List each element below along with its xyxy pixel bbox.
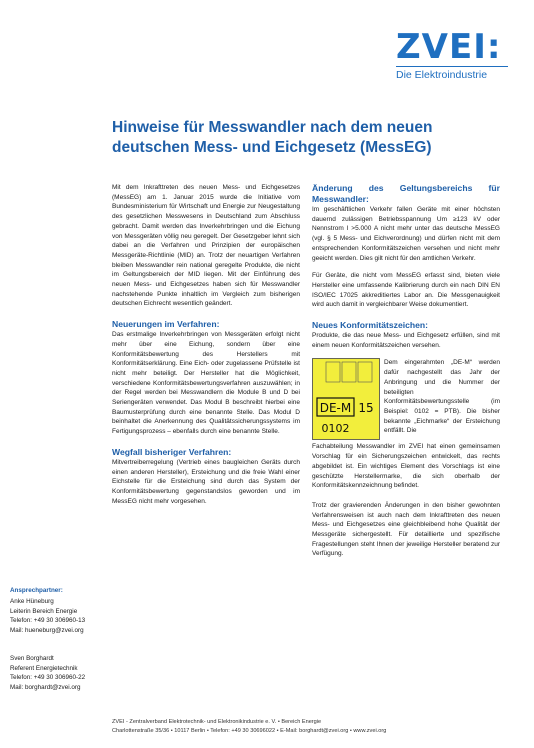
paragraph-neuerungen: Das erstmalige Inverkehrbringen von Messgeräten erfolgt nicht mehr über eine Eichung, sondern über eine Konformitätsbewertung des Herstellers mit Konformitätserklärung. Eine Eich- oder zugelassene Prüfstelle ist nicht mehr beteiligt. Der Hersteller hat die Möglichkeit, verschiedene Konformitätsbewertungsverfahren auszuwählen; in der Regel werden bei Messwandlern die Module B und D bei Seriengeräten verwendet. Das Modul B beschreibt hierbei eine Baumusterprüfung durch eine benannte Stelle. Das Modul D beinhaltet die Anerkennung des Qualitätssicherungssystems im Fertigungsprozess – ebenfalls durch eine benannte Stelle. xyxy=(112,331,300,436)
heading-wegfall: Wegfall bisheriger Verfahren: xyxy=(112,446,232,457)
contact-1-role: Leiterin Bereich Energie xyxy=(10,607,78,615)
conformity-mark-slot xyxy=(312,358,384,442)
paragraph-kalibrierung: Für Geräte, die nicht vom MessEG erfasst sind, bieten viele Hersteller eine umfassende Kalibrierung durch ein nach DIN EN ISO/IEC 17025 akkreditiertes Labor an. Die Messgenauigkeit wird auch damit in vergleichbarer Weise dokumentiert. xyxy=(312,272,500,309)
page-footer xyxy=(112,718,512,735)
contact-1-phone: Telefon: +49 30 306960-13 xyxy=(10,617,86,625)
zvei-logo xyxy=(396,27,508,81)
contact-2-name: Sven Borghardt xyxy=(10,655,54,662)
paragraph-mark-description: Dem eingerahmten „DE-M“ werden dafür nachgestellt das Jahr der Anbringung und die Nummer der beteiligten Konformitätsbewertungsstelle (im Beispiel: 0102 = PTB). Die bisher bekannte „Eichmarke“ der Ersteichung entfällt. Die xyxy=(384,359,500,435)
paragraph-mark-proposal: Fachabteilung Messwandler im ZVEI hat einen gemeinsamen Vorschlag für ein Sicherungszeichen entwickelt, das rechts abgebildet ist. Ein wichtiges Element des Vorschlags ist eine geschützte Herstellermarke, die sich oberhalb der Konformitätskennzeichnung befindet. xyxy=(312,443,500,490)
paragraph-conclusion: Trotz der gravierenden Änderungen in den bisher gewohnten Verfahrensweisen ist auch nach dem Inkrafttreten des neuen Mess- und Eichgesetzes eine gleichbleibend hohe Qualität der Messgeräte sichergestellt. Für detaillierte und spezifische Fragestellungen steht Ihnen der jeweilige Hersteller beratend zur Verfügung. xyxy=(312,501,500,558)
heading-konformitaetszeichen: Neues Konformitätszeichen: xyxy=(312,320,429,331)
contact-2-phone: Telefon: +49 30 306960-22 xyxy=(10,674,86,682)
contact-1-name: Anke Hüneburg xyxy=(10,598,54,605)
contact-person-1 xyxy=(10,597,85,636)
heading-neuerungen: Neuerungen im Verfahren: xyxy=(112,319,220,330)
mark-code-label: DE-M xyxy=(319,401,352,416)
left-column xyxy=(112,183,300,506)
contact-2-email-link[interactable]: Mail: borghardt@zvei.org xyxy=(10,684,81,692)
paragraph-konformitaet-intro: Produkte, die das neue Mess- und Eichgesetz erfüllen, sind mit einem neuen Konformitätszeichen versehen. xyxy=(312,332,500,349)
contact-person-2 xyxy=(10,654,85,693)
document-title: Hinweise für Messwandler nach dem neuen deutschen Mess- und Eichgesetz (MessEG) xyxy=(112,119,433,156)
mark-year-label: 15 xyxy=(358,401,374,416)
contact-1-email-link[interactable]: Mail: hueneburg@zvei.org xyxy=(10,627,84,635)
right-column xyxy=(312,183,500,559)
logo-tagline: Die Elektroindustrie xyxy=(396,66,508,81)
logo-wordmark: ZVEI: xyxy=(396,27,502,67)
contact-2-role: Referent Energietechnik xyxy=(10,664,78,672)
paragraph-wegfall: Mitvertreiberregelung (Vertrieb eines baugleichen Geräts durch einen anderen Hersteller), Ersteichung und die freie Wahl einer Eichstelle für die Ersteichung sind durch das System der Konformitätsbewertung gegenstandslos geworden und im MessEG nicht mehr vorgesehen. xyxy=(112,458,300,505)
intro-paragraph: Mit dem Inkrafttreten des neuen Mess- und Eichgesetzes (MessEG) am 1. Januar 2015 wurde die Initiative vom Bundesministerium für Wirtschaft und Energie zur Neugestaltung des gesetzlichen Messwesens in Deutschland zum Abschluss gebracht. Damit werden das Inverkehrbringen und die Eichung von Messgeräten völlig neu geregelt. Der Gesetzgeber lehnt sich dabei an die Verfahren und Prinzipien der europäischen Messgeräte-Richtlinie (MID) an. Trotz der neuartigen Verfahren bleiben Messwandler rein national geregelte Produkte, die nicht im Geltungsbereich der MID liegen. Mit der Einführung des neuen Mess- und Eichgesetzes haben sich für Messwandler nachstehende Punkte inhaltlich im Vergleich zum bisherigen deutschen Eichrecht wesentlich geändert. xyxy=(112,184,300,308)
contacts-heading: Ansprechpartner: xyxy=(10,587,63,594)
heading-geltungsbereich: Änderung des Geltungsbereichs für Messwandler: xyxy=(312,183,500,204)
mark-number-label: 0102 xyxy=(321,422,350,436)
paragraph-geltungsbereich: Im geschäftlichen Verkehr fallen Geräte mit einer höchsten dauernd zulässigen Betriebsspannung Um ≥123 kV oder Nennstrom I >5.000 A nicht mehr unter das deutsche MessEG (vgl. § 5 Mess- und Eichverordnung) und dürfen nicht mit dem entsprechenden Konformitätszeichen versehen und nicht mehr geeicht werden. Dies gilt nicht für den amtlichen Verkehr. xyxy=(312,206,500,262)
footer-organization: ZVEI - Zentralverband Elektrotechnik- und Elektronikindustrie e. V. • Bereich Energie xyxy=(112,719,322,725)
conformity-mark-icon xyxy=(312,358,380,440)
footer-address: Charlottenstraße 35/36 • 10117 Berlin • Telefon: +49 30 30696022 • E-Mail: borghardt@zvei.org • www.zvei.org xyxy=(112,727,387,734)
